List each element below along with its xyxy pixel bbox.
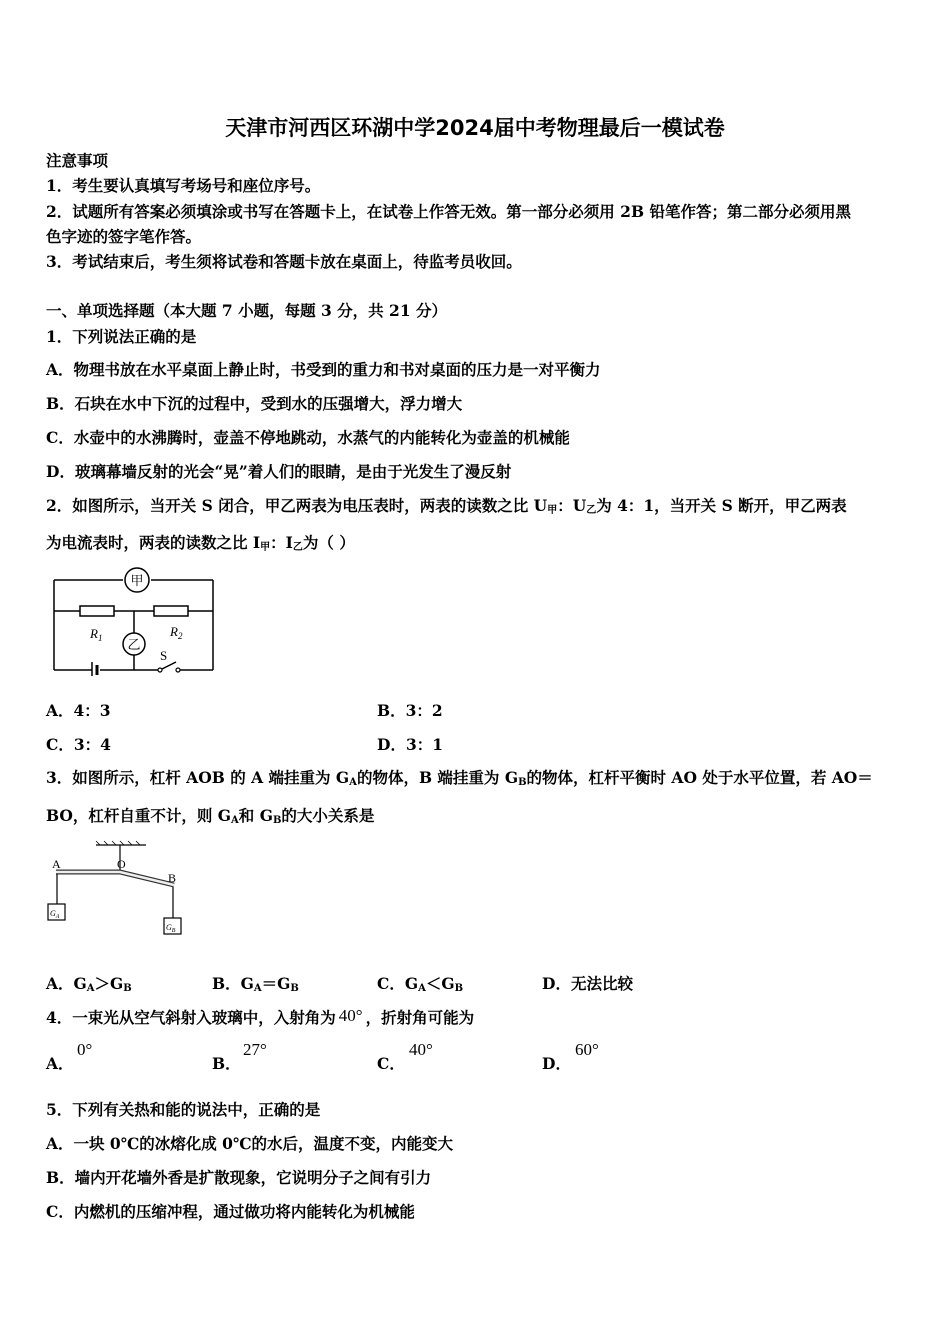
q4-option-c-label: C． <box>377 1054 405 1073</box>
weight-ga-label: $G_A$ <box>50 909 60 920</box>
exam-title: 天津市河西区环湖中学2024届中考物理最后一模试卷 <box>225 116 725 140</box>
q4-option-d-value: 60° <box>575 1040 599 1059</box>
q4-option-b-label: B． <box>212 1054 241 1073</box>
q3-option-b: B．$G_A=G_B$ <box>212 974 299 994</box>
q2-option-a: A．4：3 <box>46 701 111 720</box>
q4-option-a-label: A． <box>46 1054 74 1073</box>
point-o-label: O <box>117 857 126 871</box>
q3-lever-diagram <box>44 838 194 943</box>
q1-option-d: D．玻璃幕墙反射的光会“晃”着人们的眼睛，是由于光发生了漫反射 <box>46 462 512 481</box>
q2-option-d: D．3：1 <box>377 735 444 754</box>
switch-label: S <box>160 648 168 663</box>
notice-item: 3．考试结束后，考生须将试卷和答题卡放在桌面上，待监考员收回。 <box>46 252 522 271</box>
point-b-label: B <box>168 871 177 885</box>
resistor-r2 <box>154 606 188 616</box>
q2-option-b: B．3：2 <box>377 701 443 720</box>
q1-option-b: B．石块在水中下沉的过程中，受到水的压强增大，浮力增大 <box>46 394 463 413</box>
meter-yi-label: 乙 <box>127 637 141 652</box>
q1-option-a: A．物理书放在水平桌面上静止时，书受到的重力和书对桌面的压力是一对平衡力 <box>46 360 601 379</box>
q3-stem-line2: BO，杠杆自重不计，则 $G_A$和 $G_B$的大小关系是 <box>46 806 375 826</box>
section-heading: 一、单项选择题（本大题 7 小题，每题 3 分，共 21 分） <box>46 301 448 320</box>
q1-option-c: C．水壶中的水沸腾时，壶盖不停地跳动，水蒸气的内能转化为壶盖的机械能 <box>46 428 570 447</box>
point-a-label: A <box>52 857 61 871</box>
q4-option-a-value: 0° <box>77 1040 93 1059</box>
resistor-r1 <box>80 606 114 616</box>
meter-jia-label: 甲 <box>130 573 144 588</box>
q5-stem: 5．下列有关热和能的说法中，正确的是 <box>46 1100 321 1119</box>
notice-item: 2．试题所有答案必须填涂或书写在答题卡上，在试卷上作答无效。第一部分必须用 2B 铅笔作答；第二部分必须用黑 <box>46 202 851 221</box>
q2-stem-line2: 为电流表时，两表的读数之比 $I_甲$：$I_乙$为（ ） <box>46 533 355 553</box>
notice-item: 1．考生要认真填写考场号和座位序号。 <box>46 176 321 195</box>
q4-option-c-value: 40° <box>409 1040 433 1059</box>
q4-option-b-value: 27° <box>243 1040 267 1059</box>
q3-option-d: D．无法比较 <box>542 974 633 993</box>
q4-stem: 4．一束光从空气斜射入玻璃中，入射角为 40° ，折射角可能为 <box>46 1006 475 1027</box>
q2-stem-line1: 2．如图所示，当开关 S 闭合，甲乙两表为电压表时，两表的读数之比 $U_甲$：$U_乙$为 4：1，当开关 S 断开，甲乙两表 <box>46 496 847 516</box>
weight-gb-label: $G_B$ <box>166 923 176 934</box>
r1-label: $R_1$ <box>90 626 103 643</box>
q5-option-c: C．内燃机的压缩冲程，通过做功将内能转化为机械能 <box>46 1202 415 1221</box>
q3-option-c: C．$G_A<G_B$ <box>377 974 464 994</box>
notice-heading: 注意事项 <box>46 151 109 170</box>
r2-label: $R_2$ <box>170 624 183 641</box>
q3-option-a: A．$G_A>G_B$ <box>46 974 132 994</box>
q3-stem-line1: 3．如图所示，杠杆 AOB 的 A 端挂重为 $G_A$的物体，B 端挂重为 $G_B$的物体，杠杆平衡时 AO 处于水平位置，若 AO＝ <box>46 768 873 788</box>
q4-option-d-label: D． <box>542 1054 571 1073</box>
q5-option-a: A．一块 0℃的冰熔化成 0℃的水后，温度不变，内能变大 <box>46 1134 454 1153</box>
q5-option-b: B．墙内开花墙外香是扩散现象，它说明分子之间有引力 <box>46 1168 432 1187</box>
notice-item: 色字迹的签字笔作答。 <box>46 227 202 246</box>
q2-circuit-diagram <box>50 566 220 676</box>
lever-outline <box>56 871 177 885</box>
q2-option-c: C．3：4 <box>46 735 111 754</box>
q1-stem: 1．下列说法正确的是 <box>46 327 197 346</box>
